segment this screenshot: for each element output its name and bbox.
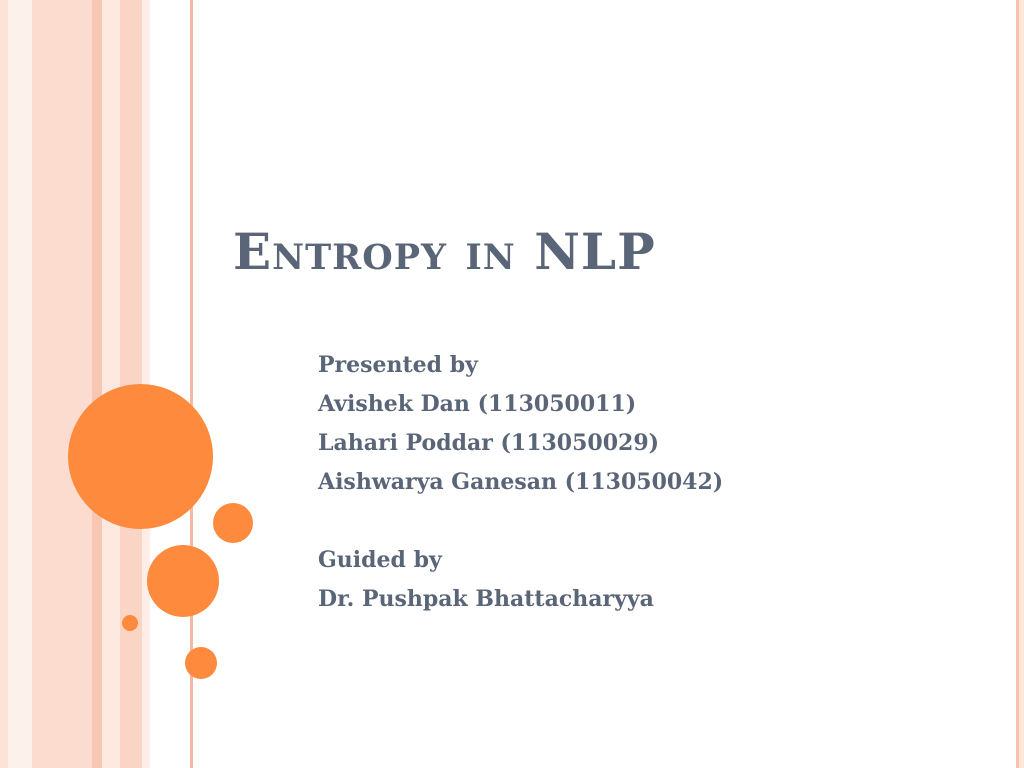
guided-by-label: Guided by <box>318 547 442 573</box>
decor-right-fill <box>1019 0 1024 768</box>
presented-by-label: Presented by <box>318 352 478 378</box>
guide-name: Dr. Pushpak Bhattacharyya <box>318 586 654 612</box>
decor-stripe <box>8 0 32 768</box>
decor-stripe <box>32 0 92 768</box>
decor-circle-tiny <box>122 615 138 631</box>
decor-circle-small <box>185 647 217 679</box>
decor-circle-small <box>213 503 253 543</box>
decor-circle-medium <box>147 545 219 617</box>
decor-stripe <box>0 0 8 768</box>
slide-body <box>318 346 723 619</box>
decor-stripe <box>102 0 120 768</box>
presenter-name: Avishek Dan (113050011) <box>318 391 637 417</box>
spacer <box>318 502 723 541</box>
slide-title: Entropy in NLP <box>233 222 656 281</box>
decor-circle-large <box>68 384 213 529</box>
presenter-name: Aishwarya Ganesan (113050042) <box>318 469 724 495</box>
decor-stripe <box>92 0 102 768</box>
presenter-name: Lahari Poddar (113050029) <box>318 430 660 456</box>
